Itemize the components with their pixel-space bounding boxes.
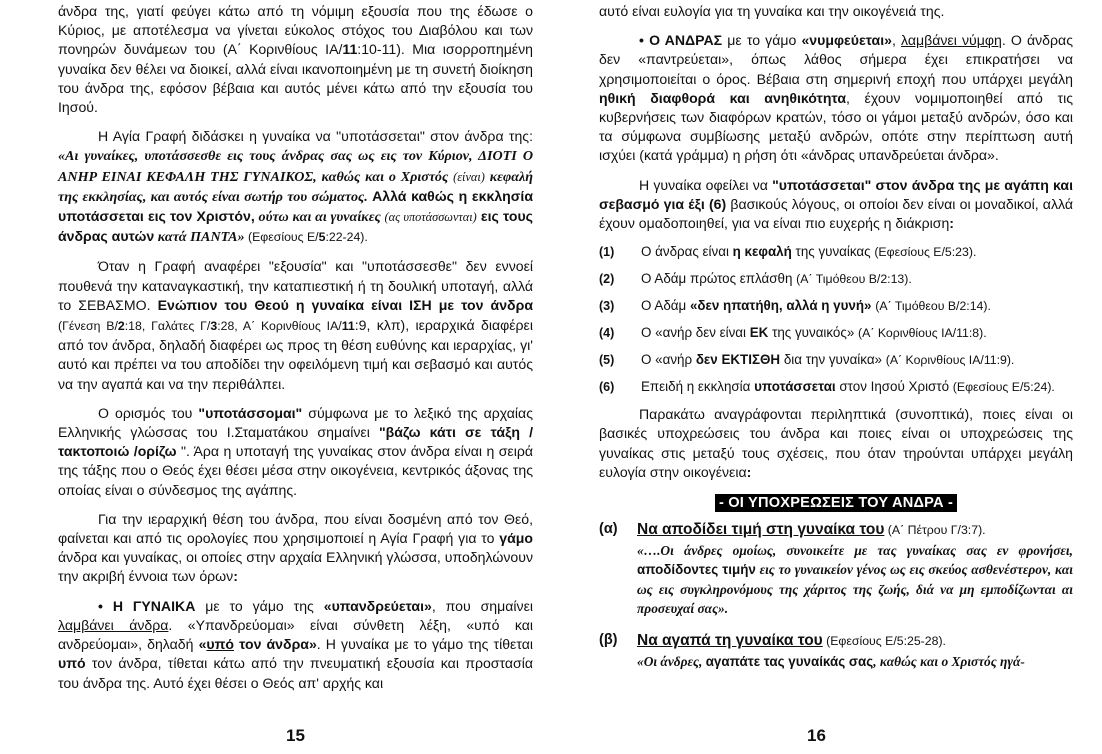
paragraph: • Ο ΑΝΔΡΑΣ με το γάμο «νυμφεύεται», λαμβάνει νύμφη. Ο άνδρας δεν «παντρεύεται», όπως λάθος σήμερα έχει επικρατήσει να χρησιμοποιείται ο όρος. Βέβαια στη σημερινή εποχή που υπάρχει μεγάλη ηθική διαφθορά και ανηθικότητα, έχουν νομιμοποιηθεί από τις κυβερνήσεις των διαφόρων κρατών, τόσο οι γάμοι μεταξύ ανδρών, όσο και τα σύμφωνα συμβίωσης μεταξύ ανδρών, οπότε στην περίπτωση αυτή ισχύει (κατά γράμμα) η ρήση ότι «άνδρας υπανδρεύεται άνδρα». [599, 32, 1073, 164]
paragraph: Η γυναίκα οφείλει να "υποτάσσεται" στον άνδρα της με αγάπη και σεβασμό για έξι (6) βασικούς λόγους, οι οποίοι δεν είναι οι μοναδικοί, αλλά έχουν ομαδοποιηθεί, για να είναι πιο ευχερής η διάκριση: [599, 176, 1073, 232]
list-item: (1) Ο άνδρας είναι η κεφαλή της γυναίκας (Εφεσίους Ε/5:23). [599, 244, 977, 260]
list-item: (6) Επειδή η εκκλησία υποτάσσεται στον Ιησού Χριστό (Εφεσίους Ε/5:24). [599, 379, 1055, 395]
paragraph: Παρακάτω αναγράφονται περιληπτικά (συνοπτικά), ποιες είναι οι βασικές υποχρεώσεις του άνδρα και ποιες είναι οι υποχρεώσεις της γυναίκας στις μεταξύ τους σχέσεις, που όταν τηρούνται υπάρχει μεγάλη ευλογία στην οικογένεια: [599, 406, 1073, 480]
scripture-quote: «Οι άνδρες, αγαπάτε τας γυναίκάς σας, καθώς και ο Χριστός ηγά- [637, 654, 1025, 670]
duty-item: (α) Να αποδίδει τιμή στη γυναίκα του (Α΄ Πέτρου Γ/3:7). «….Οι άνδρες ομοίως, συνοικείτε με τας γυναίκας σας εν φρονήσει, αποδίδοντες τιμήν εις το γυναικείον γένος ως εις σκεύος ασθενέστερον, και ως εις συγκληρονόμους της χάριτος της ζωής, διά να μη εμποδίζωνται αι προσευχαί σας». [599, 520, 1073, 628]
list-item: (5) Ο «ανήρ δεν ΕΚΤΙΣΘΗ δια την γυναίκα» (Α΄ Κορινθίους ΙΑ/11:9). [599, 352, 1015, 368]
list-item: (4) Ο «ανήρ δεν είναι ΕΚ της γυναικός» (Α΄ Κορινθίους ΙΑ/11:8). [599, 325, 987, 341]
reasons-list [599, 243, 1073, 396]
paragraph: • Η ΓΥΝΑΙΚΑ με το γάμο της «υπανδρεύεται», που σημαίνει λαμβάνει άνδρα. «Υπανδρεύομαι» είναι σύνθετη λέξη, «υπό και ανδρεύομαι», δηλαδή «υπό τον άνδρα». Η γυναίκα με το γάμο της τίθεται υπό τον άνδρα, τίθεται κάτω από την πνευματική εξουσία και προστασία του άνδρα της. Αυτό έχει θέσει ο Θεός απ' αρχής και [58, 597, 533, 691]
page-number: 15 [286, 726, 305, 745]
scripture-quote: «….Οι άνδρες ομοίως, συνοικείτε με τας γυναίκας σας εν φρονήσει, αποδίδοντες τιμήν εις το γυναικείον γένος ως εις σκεύος ασθενέστερον, και ως εις συγκληρονόμους της χάριτος της ζωής, διά να μη εμποδίζωνται αι προσευχαί σας». [637, 543, 1073, 616]
page-number: 16 [807, 726, 826, 745]
list-item: (2) Ο Αδάμ πρώτος επλάσθη (Α΄ Τιμόθεου Β/2:13). [599, 271, 912, 287]
paragraph: Όταν η Γραφή αναφέρει "εξουσία" και "υποτάσσεσθε" δεν εννοεί πουθενά την καταναγκαστική, την καταπιεστική ή τη δουλική υποταγή, αλλά το ΣΕΒΑΣΜΟ. Ενώπιον του Θεού η γυναίκα είναι ΙΣΗ με τον άνδρα (Γένεση Β/2:18, Γαλάτες Γ/3:28, Α΄ Κορινθίους ΙΑ/11:9, κλπ), ιεραρχικά διαφέρει από τον άνδρα, δηλαδή διαφέρει ως προς τη θέση ευθύνης και ιεραρχίας, γι' αυτό και πρέπει να του αποδίδει την οφειλόμενη τιμή και σεβασμό και αυτός να την αγαπά και να την περιθάλπει. [58, 258, 533, 392]
paragraph: άνδρα της, γιατί φεύγει κάτω από τη νόμιμη εξουσία που της έδωσε ο Κύριος, με αποτέλεσμα να γίνεται εύκολος στόχος του Διαβόλου και των πονηρών δυνάμεων του (Α΄ Κορινθίους ΙΑ/11:10-11). Μια ισορροπημένη γυναίκα δεν θέλει να διοικεί, αλλά είναι ικανοποιημένη με τη συνετή διοίκηση του άνδρα της, εφόσον βέβαια και αυτός μένει κάτω από την εξουσία του Ιησού. [58, 3, 533, 116]
list-item: (3) Ο Αδάμ «δεν ηπατήθη, αλλά η γυνή» (Α΄ Τιμόθεου Β/2:14). [599, 298, 991, 314]
paragraph: αυτό είναι ευλογία για τη γυναίκα και την οικογένειά της. [599, 3, 945, 19]
paragraph: Η Αγία Γραφή διδάσκει η γυναίκα να "υποτάσσεται" στον άνδρα της: «Αι γυναίκες, υποτάσσεσθε εις τους άνδρας σας ως εις τον Κύριον, ΔΙΟΤΙ Ο ΑΝΗΡ ΕΙΝΑΙ ΚΕΦΑΛΗ ΤΗΣ ΓΥΝΑΙΚΟΣ, καθώς και ο Χριστός (είναι) κεφαλή της εκκλησίας, και αυτός είναι σωτήρ του σώματος. Αλλά καθώς η εκκλησία υποτάσσεται εις τον Χριστόν, ούτω και αι γυναίκες (ας υποτάσσωνται) εις τους άνδρας αυτών κατά ΠΑΝΤΑ» (Εφεσίους Ε/5:22-24). [58, 128, 533, 246]
paragraph: Για την ιεραρχική θέση του άνδρα, που είναι δοσμένη από τον Θεό, φαίνεται και από τις ορολογίες που χρησιμοποιεί η Αγία Γραφή για το γάμο άνδρα και γυναίκας, οι οποίες στην αρχαία Ελληνική γλώσσα, υποδηλώνουν την ακριβή έννοια των όρων: [58, 510, 533, 585]
paragraph: Ο ορισμός του "υποτάσσομαι" σύμφωνα με το λεξικό της αρχαίας Ελληνικής γλώσσας του Ι.Σταματάκου σημαίνει "βάζω κάτι σε τάξη /τακτοποιώ /ορίζω ". Άρα η υποταγή της γυναίκας στον άνδρα είναι η σειρά της τάξης που ο Θεός έχει θέσει μέσα στην οικογένεια, κεντρικός άξονας της οποίας είναι ο σύνδεσμος της αγάπης. [58, 404, 533, 498]
section-heading: - ΟΙ ΥΠΟΧΡΕΩΣΕΙΣ ΤΟΥ ΑΝΔΡΑ - [599, 494, 1073, 512]
right-page [551, 0, 1102, 754]
duty-item: (β) Να αγαπά τη γυναίκα του (Εφεσίους Ε/5:25-28). «Οι άνδρες, αγαπάτε τας γυναίκάς σας, καθώς και ο Χριστός ηγά- [599, 631, 1073, 681]
scripture-quote: «Αι γυναίκες, υποτάσσεσθε εις τους άνδρας σας ως εις τον Κύριον, ΔΙΟΤΙ Ο ΑΝΗΡ ΕΙΝΑΙ ΚΕΦΑΛΗ ΤΗΣ ΓΥΝΑΙΚΟΣ, καθώς και ο Χριστός [58, 148, 533, 185]
